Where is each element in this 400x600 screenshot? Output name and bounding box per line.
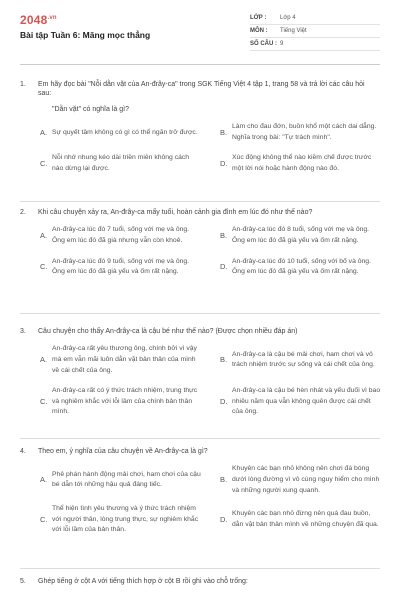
option-text: An-đrây-ca lúc đó 8 tuổi, sống với mẹ và ông. Ông em lúc đó đã già yếu và ốm rất nặng.: [232, 226, 370, 244]
option-letter: B.: [220, 230, 228, 240]
answer-option-d[interactable]: [220, 504, 392, 536]
answer-option-a[interactable]: [40, 122, 212, 143]
site-logo[interactable]: [20, 12, 57, 28]
option-letter: A.: [40, 127, 48, 137]
question-1: [20, 80, 380, 174]
option-text: An-đrây-ca lúc đó 10 tuổi, sống với bố và ông. Ông em lúc đó đã già yếu và ốm rất nặng.: [232, 257, 371, 276]
option-letter: A.: [40, 230, 48, 240]
meta-key: MÔN :: [250, 27, 268, 34]
meta-table: [250, 12, 380, 51]
question-text: Câu chuyện cho thấy An-đrây-ca là cậu bé như thế nào? (Được chọn nhiều đáp án): [38, 328, 298, 335]
question-divider: [20, 568, 380, 569]
meta-key: LỚP :: [250, 14, 267, 21]
question-divider: [20, 438, 380, 439]
option-letter: B.: [220, 475, 228, 485]
option-text: Sự quyết tâm không có gì có thể ngăn trở được.: [52, 128, 198, 136]
question-text: Ghép tiếng ở cột A với tiếng thích hợp ở cột B rồi ghi vào chỗ trống:: [38, 578, 248, 585]
option-text: An-đrây-ca lúc đó 9 tuổi, sống với mẹ và ông. Ông em lúc đó đã già yếu và ốm rất nặng.: [52, 257, 190, 276]
option-letter: B.: [220, 355, 228, 365]
question-text: Khi câu chuyện xảy ra, An-đrây-ca mấy tuổi, hoàn cảnh gia đình em lúc đó như thế nào?: [38, 209, 313, 216]
option-text: An-đrây-ca rất yêu thương ông, chính bởi vì vậy mà em vẫn mãi luôn dằn vặt bản thân của mình về cái chết của ông.: [52, 345, 197, 374]
meta-value: Tiếng Việt: [280, 27, 307, 34]
answer-option-b[interactable]: [220, 122, 392, 143]
question-4: [20, 447, 380, 536]
option-letter: A.: [40, 355, 48, 365]
question-number: 2.: [20, 209, 26, 216]
answer-option-b[interactable]: [220, 225, 392, 246]
option-text: Khuyên các bạn nhỏ không nên chơi đá bóng dưới lòng đường vì vô cùng nguy hiểm cho mình và những người xung quanh.: [232, 465, 380, 494]
option-text: An-đrây-ca là cậu bé hèn nhát và yếu đuối vì bao nhiêu năm qua vẫn không quên được cái chết của ông.: [232, 387, 381, 416]
page-title: Bài tập Tuần 6: Măng mọc thẳng: [20, 30, 151, 40]
option-letter: A.: [40, 475, 48, 485]
meta-value: Lớp 4: [280, 14, 296, 21]
answer-option-d[interactable]: [220, 386, 392, 418]
option-text: An-đrây-ca lúc đó 7 tuổi, sống với mẹ và ông. Ông em lúc đó đã già nhưng vẫn còn khoẻ.: [52, 226, 190, 244]
option-text: Khuyên các bạn nhỏ đừng nên quá đau buồn, dằn vặt bản thân mình về những chuyện đã qua.: [232, 510, 379, 528]
answer-options: [40, 122, 380, 174]
option-text: Thể hiện tình yêu thương và ý thức trách nhiệm với người thân, lòng trung thực, sự nghiêm khắc với lỗi lầm của bản thân.: [52, 505, 199, 534]
meta-row-count: [250, 38, 380, 51]
meta-row-subject: [250, 25, 380, 38]
option-text: Phê phán hành động mải chơi, ham chơi của cậu bé dẫn tới những hậu quả đáng tiếc.: [52, 470, 201, 489]
option-text: Làm cho đau đớn, buồn khổ một cách dai dẳng. Nghĩa trong bài: "Tự trách mình".: [232, 123, 377, 141]
logo-text: 2048: [20, 13, 48, 27]
meta-row-grade: [250, 12, 380, 25]
question-text: Em hãy đọc bài "Nỗi dằn vặt của An-đrây-ca" trong SGK Tiếng Việt 4 tập 1, trang 58 và trả lời các câu hỏi sau:: [38, 81, 365, 98]
question-number: 5.: [20, 578, 26, 585]
answer-options: [40, 225, 380, 277]
header-divider: [20, 64, 380, 65]
answer-option-d[interactable]: [220, 257, 392, 278]
option-text: Nỗi nhớ nhung kéo dài triền miên không cách nào dừng lại được.: [52, 154, 190, 172]
option-text: An-đrây-ca rất có ý thức trách nhiệm, trung thực và nghiêm khắc với lỗi lầm của chính bản thân mình.: [52, 387, 198, 416]
answer-option-a[interactable]: [40, 464, 212, 496]
question-number: 4.: [20, 448, 26, 455]
answer-options: [40, 344, 380, 417]
option-letter: C.: [40, 261, 48, 271]
option-letter: C.: [40, 158, 48, 168]
answer-option-c[interactable]: [40, 153, 212, 174]
option-letter: D.: [220, 396, 228, 406]
question-5: [20, 577, 380, 586]
option-letter: D.: [220, 158, 228, 168]
answer-option-c[interactable]: [40, 386, 212, 418]
question-divider: [20, 313, 380, 314]
question-text: Theo em, ý nghĩa của câu chuyện về An-đrây-ca là gì?: [38, 448, 208, 455]
answer-option-c[interactable]: [40, 504, 212, 536]
question-number: 1.: [20, 81, 26, 88]
answer-option-c[interactable]: [40, 257, 212, 278]
question-3: [20, 327, 380, 418]
option-letter: D.: [220, 261, 228, 271]
option-letter: C.: [40, 396, 48, 406]
option-letter: D.: [220, 514, 228, 524]
meta-key: SỐ CÂU :: [250, 40, 277, 47]
question-subtext: "Dằn vặt" có nghĩa là gì?: [52, 105, 129, 113]
answer-option-a[interactable]: [40, 344, 212, 376]
option-text: Xúc động không thể nào kiềm chế được trước một lời nói hoặc hành động nào đó.: [232, 154, 372, 172]
option-text: An-đrây-ca là cậu bé mải chơi, ham chơi và vô trách nhiệm trước sự sống và cái chết của ông.: [232, 350, 375, 369]
question-2: [20, 208, 380, 278]
answer-option-d[interactable]: [220, 153, 392, 174]
answer-option-b[interactable]: [220, 464, 392, 496]
logo-suffix: .vn: [47, 15, 57, 21]
question-number: 3.: [20, 328, 26, 335]
answer-options: [40, 464, 380, 535]
option-letter: B.: [220, 127, 228, 137]
meta-value: 9: [280, 40, 284, 47]
answer-option-b[interactable]: [220, 344, 392, 376]
question-divider: [20, 201, 380, 202]
answer-option-a[interactable]: [40, 225, 212, 246]
option-letter: C.: [40, 514, 48, 524]
